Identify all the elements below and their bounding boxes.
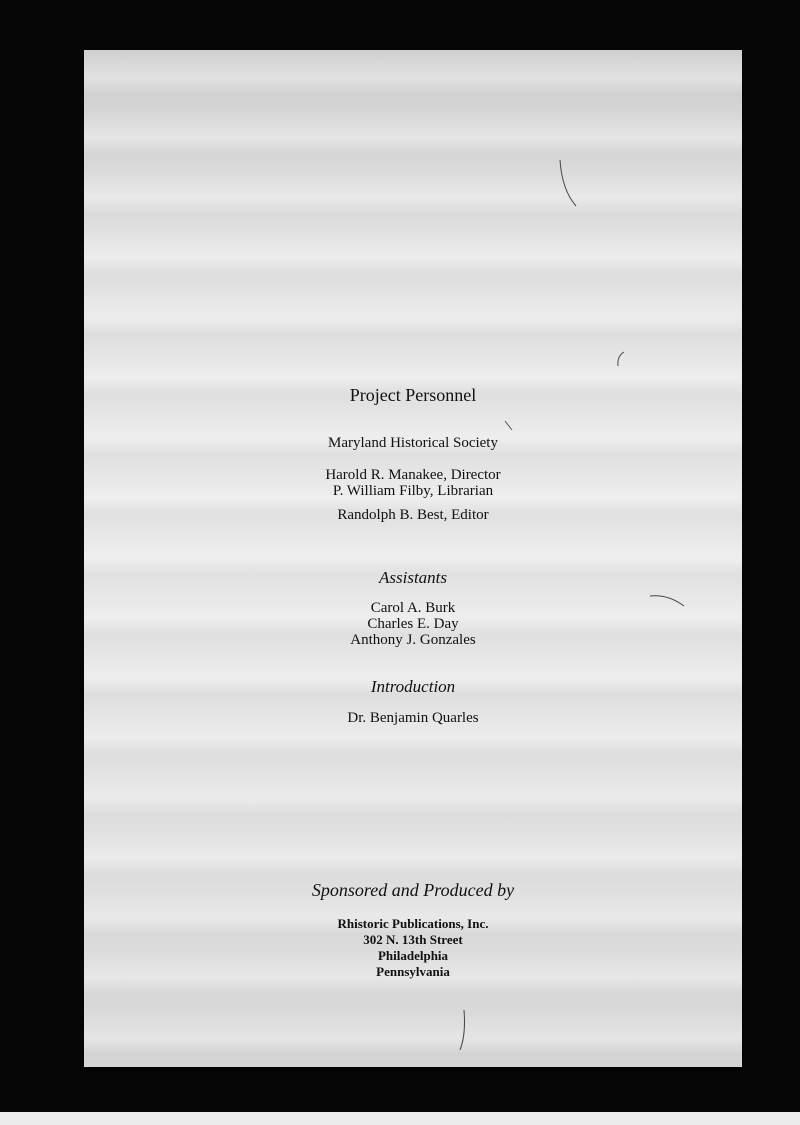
assistants-heading-text: Assistants [378, 568, 448, 587]
publisher-block [84, 917, 742, 981]
assistant-name: Anthony J. Gonzales [350, 632, 476, 648]
staff-director: Harold R. Manakee, Director [325, 467, 501, 483]
assistants-heading [84, 569, 742, 586]
introduction-heading-text: Introduction [370, 677, 456, 696]
introduction-author [84, 711, 742, 726]
staff-list [84, 468, 742, 524]
assistants-list [84, 601, 742, 649]
scan-marks [84, 50, 742, 1067]
staff-editor: Randolph B. Best, Editor [337, 507, 489, 523]
publisher-line: Rhistoric Publications, Inc. [337, 916, 489, 931]
assistant-name: Carol A. Burk [370, 600, 456, 616]
page-title [84, 386, 742, 404]
scratch-mark [618, 352, 624, 366]
publisher-line: Philadelphia [377, 948, 449, 963]
scratch-mark [505, 421, 512, 430]
sponsor-heading-text: Sponsored and Produced by [311, 880, 515, 900]
sponsor-heading [84, 881, 742, 899]
publisher-line: Pennsylvania [376, 964, 450, 979]
society-name [84, 436, 742, 451]
introduction-author-text: Dr. Benjamin Quarles [347, 710, 479, 726]
scan-bottom-edge [0, 1112, 800, 1125]
staff-librarian: P. William Filby, Librarian [332, 483, 494, 499]
assistant-name: Charles E. Day [367, 616, 459, 632]
introduction-heading [84, 678, 742, 695]
society-text: Maryland Historical Society [328, 435, 498, 451]
document-page [84, 50, 742, 1067]
scratch-mark [560, 160, 576, 206]
title-text: Project Personnel [349, 385, 477, 405]
scratch-mark [460, 1010, 465, 1050]
publisher-line: 302 N. 13th Street [363, 932, 463, 947]
